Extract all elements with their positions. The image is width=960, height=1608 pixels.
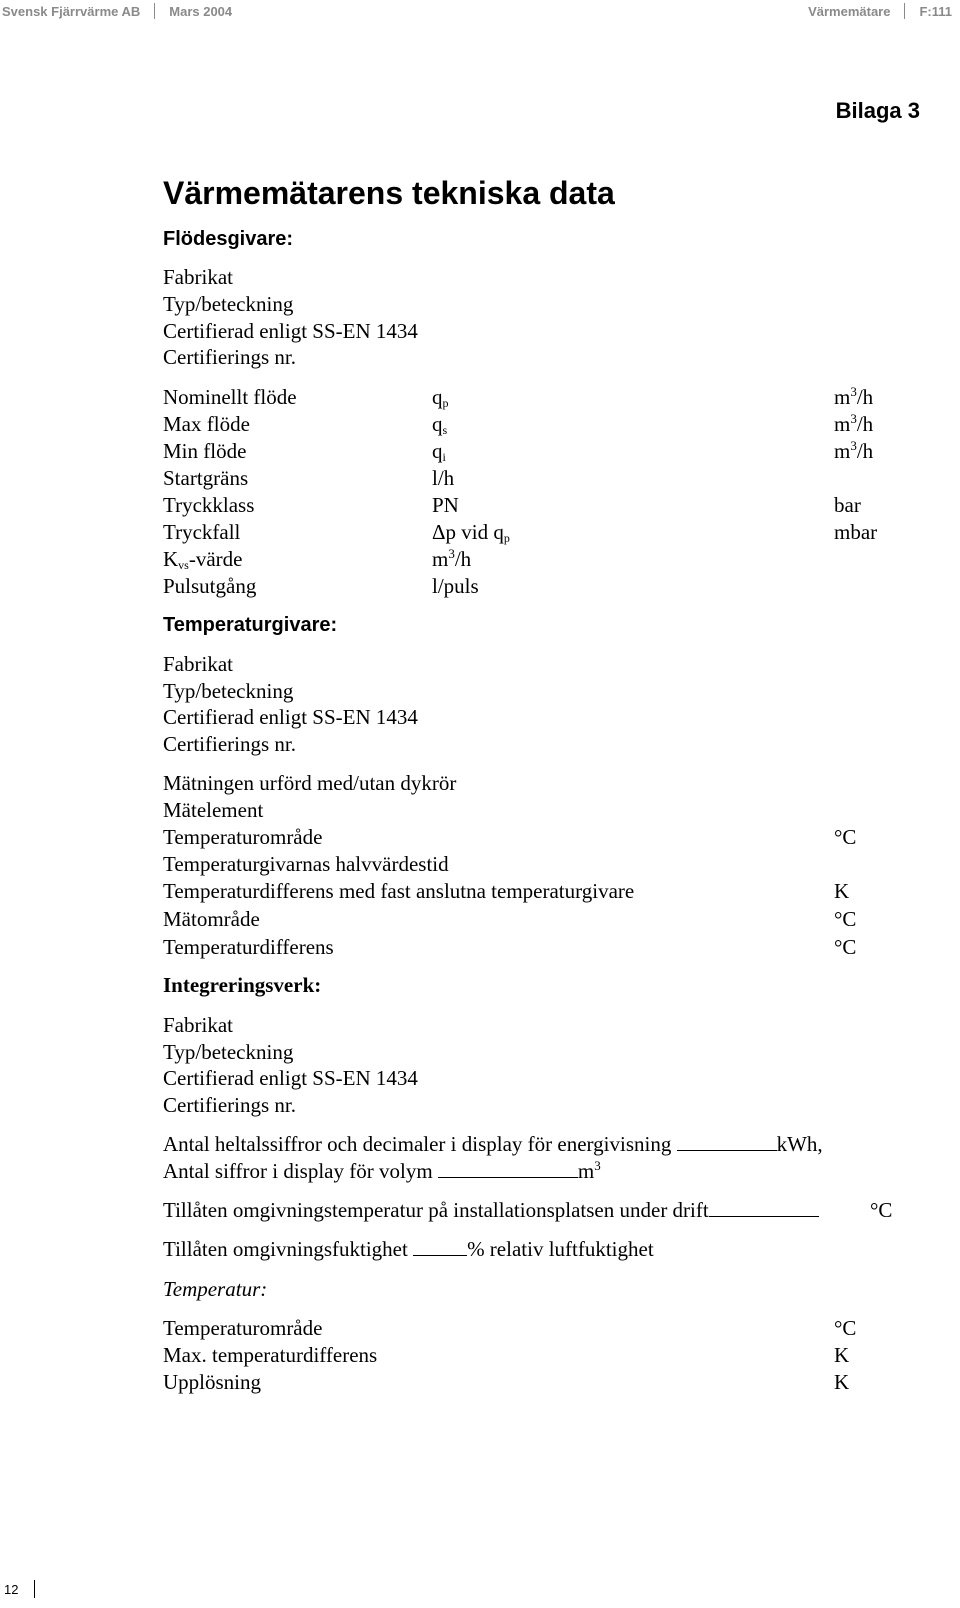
humidity-label: Tillåten omgivningsfuktighet bbox=[163, 1237, 408, 1261]
page-header-right bbox=[808, 3, 952, 19]
header-date: Mars 2004 bbox=[169, 3, 233, 19]
header-doc-title: Värmemätare bbox=[808, 3, 891, 19]
display-energy-blank[interactable] bbox=[677, 1132, 777, 1151]
display-volume-label: Antal siffror i display för volym bbox=[163, 1159, 433, 1183]
ambient-temp-line bbox=[163, 1198, 819, 1222]
flow-row-label: Tryckfall bbox=[163, 520, 241, 544]
temp-row-label: Temperaturdifferens bbox=[163, 935, 334, 959]
ambient-temp-label: Tillåten omgivningstemperatur på installationsplatsen under drift bbox=[163, 1198, 709, 1222]
header-company: Svensk Fjärrvärme AB bbox=[2, 3, 141, 19]
flow-row-symbol: Δp vid $q_p$ bbox=[432, 520, 510, 545]
flow-row-symbol: l/h bbox=[432, 466, 455, 490]
flow-row-label: Pulsutgång bbox=[163, 574, 257, 598]
temp-row-label: Mätelement bbox=[163, 798, 264, 822]
display-energy-unit: kWh, bbox=[776, 1132, 823, 1156]
flow-field: Fabrikat bbox=[163, 265, 233, 289]
temp-row-label: Temperaturgivarnas halvvärdestid bbox=[163, 852, 449, 876]
display-volume-line: Antal siffror i display för volym $m^3$ bbox=[163, 1158, 601, 1183]
temp-field: Typ/beteckning bbox=[163, 679, 294, 703]
temp-field: Fabrikat bbox=[163, 652, 233, 676]
integ-field: Fabrikat bbox=[163, 1013, 233, 1037]
flow-row-label: Tryckklass bbox=[163, 493, 255, 517]
flow-row-label: Startgräns bbox=[163, 466, 249, 490]
temp-field: Certifierad enligt SS-EN 1434 bbox=[163, 705, 418, 729]
flow-row-label: Min flöde bbox=[163, 439, 247, 463]
flow-row-label: Max flöde bbox=[163, 412, 250, 436]
temp-row-label: Mätningen urförd med/utan dykrör bbox=[163, 771, 457, 795]
flow-row-unit: $m^3/h$ bbox=[834, 438, 874, 463]
integ-field: Certifierings nr. bbox=[163, 1093, 296, 1117]
flow-row-symbol: $q_s$ bbox=[432, 412, 448, 437]
temp-row-label: Mätområde bbox=[163, 907, 260, 931]
flow-field: Certifierings nr. bbox=[163, 345, 296, 369]
humidity-line bbox=[163, 1237, 654, 1261]
section-flow-heading: Flödesgivare: bbox=[163, 228, 294, 250]
flow-field: Typ/beteckning bbox=[163, 292, 294, 316]
flow-row-symbol: l/puls bbox=[432, 574, 479, 598]
ambient-temp-blank[interactable] bbox=[709, 1198, 819, 1217]
flow-row-label: $K_{vs}$-värde bbox=[163, 547, 243, 572]
flow-row-symbol: $m^3/h$ bbox=[432, 546, 472, 571]
flow-row-unit: $m^3/h$ bbox=[834, 384, 874, 409]
flow-row-symbol: $q_p$ bbox=[432, 385, 449, 410]
temp-row-label: Temperaturdifferens med fast anslutna temperaturgivare bbox=[163, 879, 635, 903]
appendix-label: Bilaga 3 bbox=[835, 98, 920, 123]
flow-field: Certifierad enligt SS-EN 1434 bbox=[163, 319, 418, 343]
header-doc-code: F:111 bbox=[919, 3, 952, 19]
display-volume-blank[interactable] bbox=[438, 1159, 578, 1178]
page-title: Värmemätarens tekniska data bbox=[163, 175, 615, 211]
temp-row-unit: K bbox=[834, 879, 850, 903]
integ-temp-row-unit: °C bbox=[834, 1316, 857, 1340]
integ-temp-row-unit: K bbox=[834, 1343, 850, 1367]
display-energy-line bbox=[163, 1132, 823, 1156]
integ-temp-row-label: Temperaturområde bbox=[163, 1316, 323, 1340]
footer-divider bbox=[34, 1580, 35, 1598]
page-number: 12 bbox=[4, 1581, 19, 1597]
temp-row-unit: °C bbox=[834, 907, 857, 931]
temp-field: Certifierings nr. bbox=[163, 732, 296, 756]
flow-row-label: Nominellt flöde bbox=[163, 385, 297, 409]
section-integrator-heading: Integreringsverk: bbox=[163, 973, 322, 997]
flow-row-symbol: PN bbox=[432, 493, 459, 517]
temp-row-unit: °C bbox=[834, 825, 857, 849]
integ-temp-row-label: Upplösning bbox=[163, 1370, 262, 1394]
humidity-unit: % relativ luftfuktighet bbox=[467, 1237, 654, 1261]
header-divider bbox=[154, 3, 155, 19]
integ-field: Certifierad enligt SS-EN 1434 bbox=[163, 1066, 418, 1090]
flow-row-unit: bar bbox=[834, 493, 861, 517]
temp-row-unit: °C bbox=[834, 935, 857, 959]
page-header-left bbox=[2, 3, 232, 19]
integ-field: Typ/beteckning bbox=[163, 1040, 294, 1064]
humidity-blank[interactable] bbox=[413, 1237, 467, 1256]
ambient-temp-unit: °C bbox=[870, 1198, 893, 1222]
header-divider bbox=[904, 3, 905, 19]
page-footer bbox=[4, 1580, 35, 1598]
flow-row-symbol: $q_i$ bbox=[432, 439, 446, 464]
temp-row-label: Temperaturområde bbox=[163, 825, 323, 849]
flow-row-unit: $m^3/h$ bbox=[834, 411, 874, 436]
display-volume-unit: m bbox=[577, 1159, 595, 1183]
temperature-subheading: Temperatur: bbox=[163, 1277, 268, 1301]
flow-row-unit: mbar bbox=[834, 520, 878, 544]
integ-temp-row-unit: K bbox=[834, 1370, 850, 1394]
display-energy-label: Antal heltalssiffror och decimaler i display för energivisning bbox=[163, 1132, 672, 1156]
section-temp-heading: Temperaturgivare: bbox=[163, 614, 338, 636]
integ-temp-row-label: Max. temperaturdifferens bbox=[163, 1343, 378, 1367]
